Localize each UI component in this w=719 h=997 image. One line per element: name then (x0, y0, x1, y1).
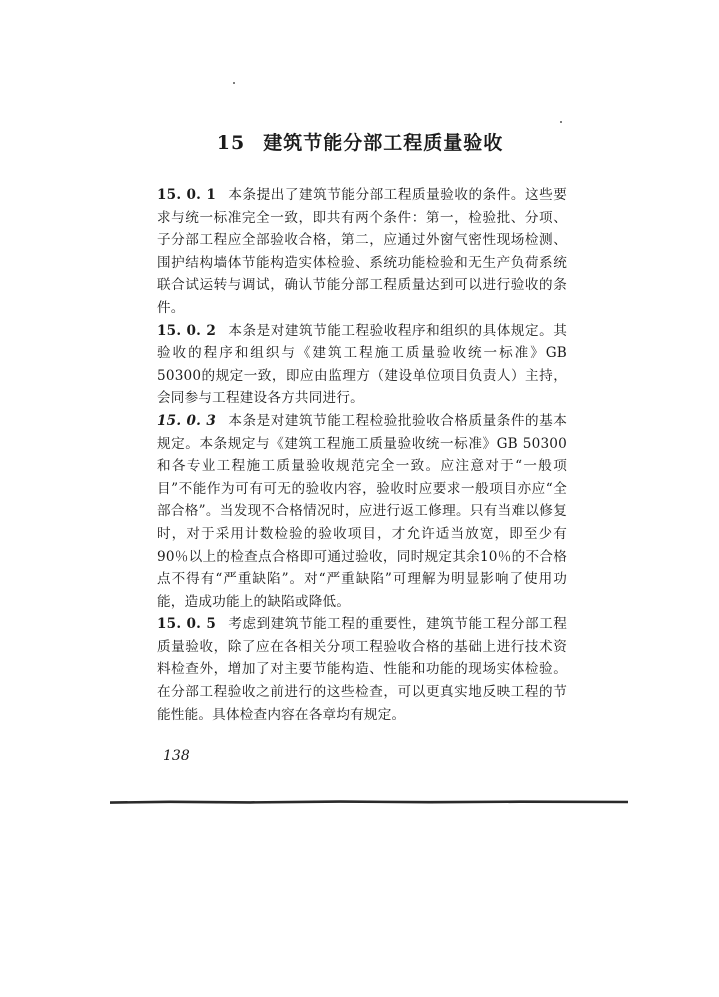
scan-speck (560, 121, 562, 123)
chapter-number: 15 (216, 132, 246, 154)
clause-number: 15. 0. 2 (157, 322, 217, 339)
scan-speck (233, 82, 235, 84)
clause-15-0-5 (157, 613, 567, 726)
page-number: 138 (163, 748, 190, 764)
clause-text: 本条提出了建筑节能分部工程质量验收的条件。这些要求与统一标准完全一致，即共有两个条件：第一，检验批、分项、子分部工程应全部验收合格，第二，应通过外窗气密性现场检测、围护结构墙体节能构造实体检验、系统功能检验和无生产负荷系统联合试运转与调试，确认节能分部工程质量达到可以进行验收的条件。 (157, 187, 567, 316)
chapter-title (120, 128, 600, 155)
bottom-rule (110, 800, 628, 804)
clause-text: 本条是对建筑节能工程检验批验收合格质量条件的基本规定。本条规定与《建筑工程施工质量验收统一标准》GB 50300和各专业工程施工质量验收规范完全一致。应注意对于“一般项目”不能作为可有可无的验收内容，验收时应要求一般项目亦应“全部合格”。当发现不合格情况时，应进行返工修理。只有当难以修复时，对于采用计数检验的验收项目，才允许适当放宽，即至少有90％以上的检查点合格即可通过验收，同时规定其余10％的不合格点不得有“严重缺陷”。对“严重缺陷”可理解为明显影响了使用功能，造成功能上的缺陷或降低。 (157, 412, 567, 610)
body-text (157, 184, 567, 726)
clause-text: 本条是对建筑节能工程验收程序和组织的具体规定。其验收的程序和组织与《建筑工程施工质量验收统一标准》GB 50300的规定一致，即应由监理方（建设单位项目负责人）主持，会同参与工程建设各方共同进行。 (157, 322, 567, 407)
clause-number: 15. 0. 1 (157, 187, 217, 203)
chapter-title-text: 建筑节能分部工程质量验收 (263, 132, 504, 154)
clause-15-0-1 (157, 184, 567, 320)
clause-number: 15. 0. 3 (157, 412, 217, 429)
clause-15-0-2 (157, 320, 567, 410)
clause-number: 15. 0. 5 (157, 616, 217, 633)
clause-15-0-3 (157, 410, 567, 613)
clause-text: 考虑到建筑节能工程的重要性，建筑节能工程分部工程质量验收，除了应在各相关分项工程验收合格的基础上进行技术资料检查外，增加了对主要节能构造、性能和功能的现场实体检验。在分部工程验收之前进行的这些检查，可以更真实地反映工程的节能性能。具体检查内容在各章均有规定。 (157, 616, 567, 723)
